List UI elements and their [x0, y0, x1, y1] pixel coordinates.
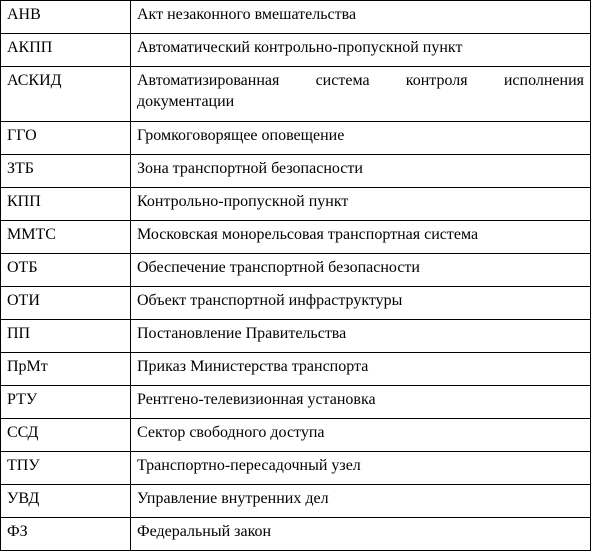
abbreviation-cell: УВД [1, 485, 131, 518]
description-cell: Рентгено-телевизионная установка [131, 386, 591, 419]
table-row [1, 188, 591, 221]
abbreviation-cell: ОТИ [1, 287, 131, 320]
description-cell: Приказ Министерства транспорта [131, 353, 591, 386]
abbreviation-cell: ОТБ [1, 254, 131, 287]
description-cell: Акт незаконного вмешательства [131, 1, 591, 34]
abbreviation-cell: РТУ [1, 386, 131, 419]
abbreviation-cell: ССД [1, 419, 131, 452]
description-cell: Автоматический контрольно-пропускной пункт [131, 34, 591, 67]
abbreviation-cell: ММТС [1, 221, 131, 254]
table-row [1, 67, 591, 122]
description-cell: Управление внутренних дел [131, 485, 591, 518]
abbreviation-cell: ПрМт [1, 353, 131, 386]
description-cell: Постановление Правительства [131, 320, 591, 353]
table-row [1, 353, 591, 386]
abbreviation-cell: ФЗ [1, 518, 131, 551]
description-cell: Объект транспортной инфраструктуры [131, 287, 591, 320]
table-row [1, 320, 591, 353]
table-row [1, 419, 591, 452]
description-cell: Федеральный закон [131, 518, 591, 551]
table-row [1, 155, 591, 188]
description-cell: Автоматизированная система контроля исполнения документации [131, 67, 591, 122]
table-row [1, 221, 591, 254]
table-row [1, 34, 591, 67]
table-row [1, 485, 591, 518]
table-row [1, 386, 591, 419]
abbreviation-cell: АКПП [1, 34, 131, 67]
table-row [1, 452, 591, 485]
description-cell: Московская монорельсовая транспортная система [131, 221, 591, 254]
description-cell: Контрольно-пропускной пункт [131, 188, 591, 221]
abbreviation-cell: ЗТБ [1, 155, 131, 188]
table-row [1, 254, 591, 287]
table-row [1, 1, 591, 34]
description-cell: Обеспечение транспортной безопасности [131, 254, 591, 287]
description-cell: Сектор свободного доступа [131, 419, 591, 452]
table-row [1, 287, 591, 320]
abbreviation-cell: АНВ [1, 1, 131, 34]
abbreviation-cell: АСКИД [1, 67, 131, 122]
abbreviation-cell: ПП [1, 320, 131, 353]
abbreviation-cell: ТПУ [1, 452, 131, 485]
table-row [1, 518, 591, 551]
description-cell: Громкоговорящее оповещение [131, 122, 591, 155]
description-cell: Зона транспортной безопасности [131, 155, 591, 188]
table-row [1, 122, 591, 155]
abbreviation-cell: КПП [1, 188, 131, 221]
description-cell: Транспортно-пересадочный узел [131, 452, 591, 485]
abbreviation-cell: ГГО [1, 122, 131, 155]
